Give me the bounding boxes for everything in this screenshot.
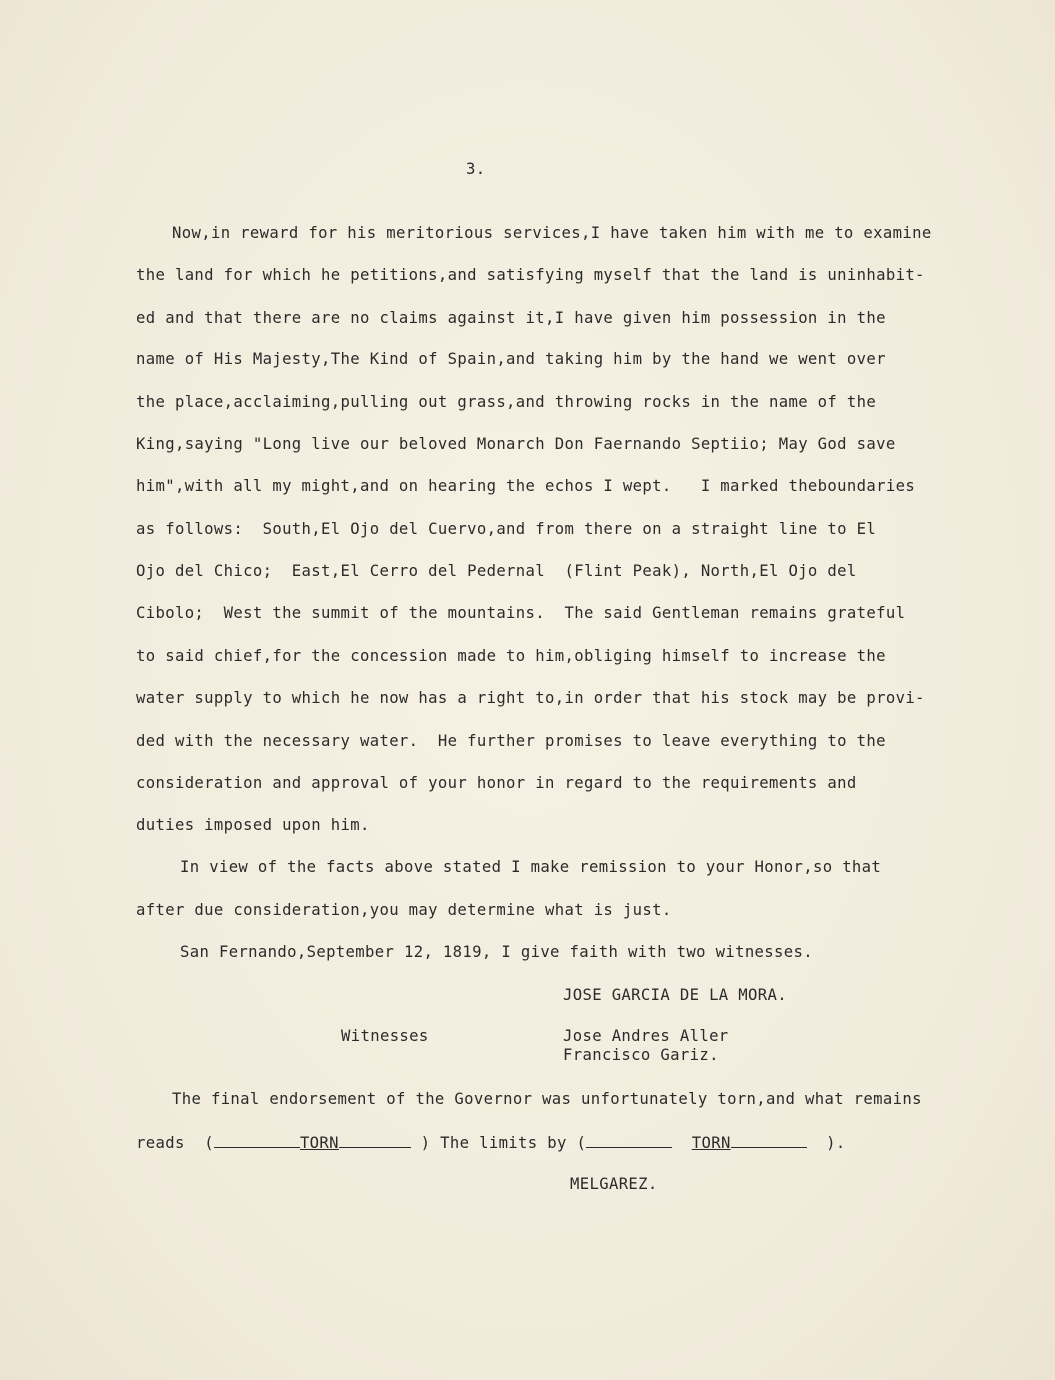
close-paren: ) bbox=[420, 1134, 431, 1152]
open-paren: ( bbox=[576, 1134, 587, 1152]
witness-name: Francisco Gariz. bbox=[563, 1046, 719, 1064]
close-paren: ). bbox=[826, 1134, 846, 1152]
text-line: water supply to which he now has a right to,in order that his stock may be provi- bbox=[136, 689, 925, 707]
text-line: Now,in reward for his meritorious services,I have taken him with me to examine bbox=[172, 224, 932, 242]
text-line: ed and that there are no claims against it,I have given him possession in the bbox=[136, 309, 886, 327]
text-line: ded with the necessary water. He further promises to leave everything to the bbox=[136, 732, 886, 750]
endorsement-paragraph: The final endorsement of the Governor was unfortunately torn,and what remains bbox=[172, 1090, 922, 1108]
torn-line-lead: reads bbox=[136, 1134, 185, 1152]
text-line: Ojo del Chico; East,El Cerro del Pedernal (Flint Peak), North,El Ojo del bbox=[136, 562, 857, 580]
blank-underline bbox=[214, 1133, 300, 1148]
blank-underline bbox=[339, 1133, 411, 1148]
text-line: duties imposed upon him. bbox=[136, 816, 370, 834]
torn-line-middle: The limits by bbox=[440, 1134, 567, 1152]
text-line: name of His Majesty,The Kind of Spain,and taking him by the hand we went over bbox=[136, 350, 886, 368]
dateline: San Fernando,September 12, 1819, I give faith with two witnesses. bbox=[180, 943, 813, 961]
page-number: 3. bbox=[466, 160, 486, 178]
witnesses-label: Witnesses bbox=[341, 1027, 429, 1045]
governor-signature: MELGAREZ. bbox=[570, 1175, 658, 1193]
text-line: consideration and approval of your honor in regard to the requirements and bbox=[136, 774, 857, 792]
text-line: him",with all my might,and on hearing the echos I wept. I marked theboundaries bbox=[136, 477, 916, 495]
text-line: the land for which he petitions,and satisfying myself that the land is uninhabit- bbox=[136, 266, 925, 284]
text-line: King,saying "Long live our beloved Monarch Don Faernando Septiio; May God save bbox=[136, 435, 896, 453]
text-line: to said chief,for the concession made to him,obliging himself to increase the bbox=[136, 647, 886, 665]
blank-underline bbox=[586, 1133, 672, 1148]
torn-endorsement-line bbox=[136, 1133, 846, 1152]
text-line: In view of the facts above stated I make remission to your Honor,so that bbox=[180, 858, 882, 876]
text-line: Cibolo; West the summit of the mountains. The said Gentleman remains grateful bbox=[136, 604, 906, 622]
witness-name: Jose Andres Aller bbox=[563, 1027, 729, 1045]
torn-marker: TORN bbox=[691, 1134, 731, 1152]
blank-underline bbox=[731, 1133, 807, 1148]
torn-marker: TORN bbox=[299, 1134, 339, 1152]
text-line: as follows: South,El Ojo del Cuervo,and from there on a straight line to El bbox=[136, 520, 877, 538]
open-paren: ( bbox=[204, 1134, 214, 1152]
signatory-name: JOSE GARCIA DE LA MORA. bbox=[563, 986, 787, 1004]
text-line: the place,acclaiming,pulling out grass,and throwing rocks in the name of the bbox=[136, 393, 877, 411]
text-line: after due consideration,you may determine what is just. bbox=[136, 901, 672, 919]
